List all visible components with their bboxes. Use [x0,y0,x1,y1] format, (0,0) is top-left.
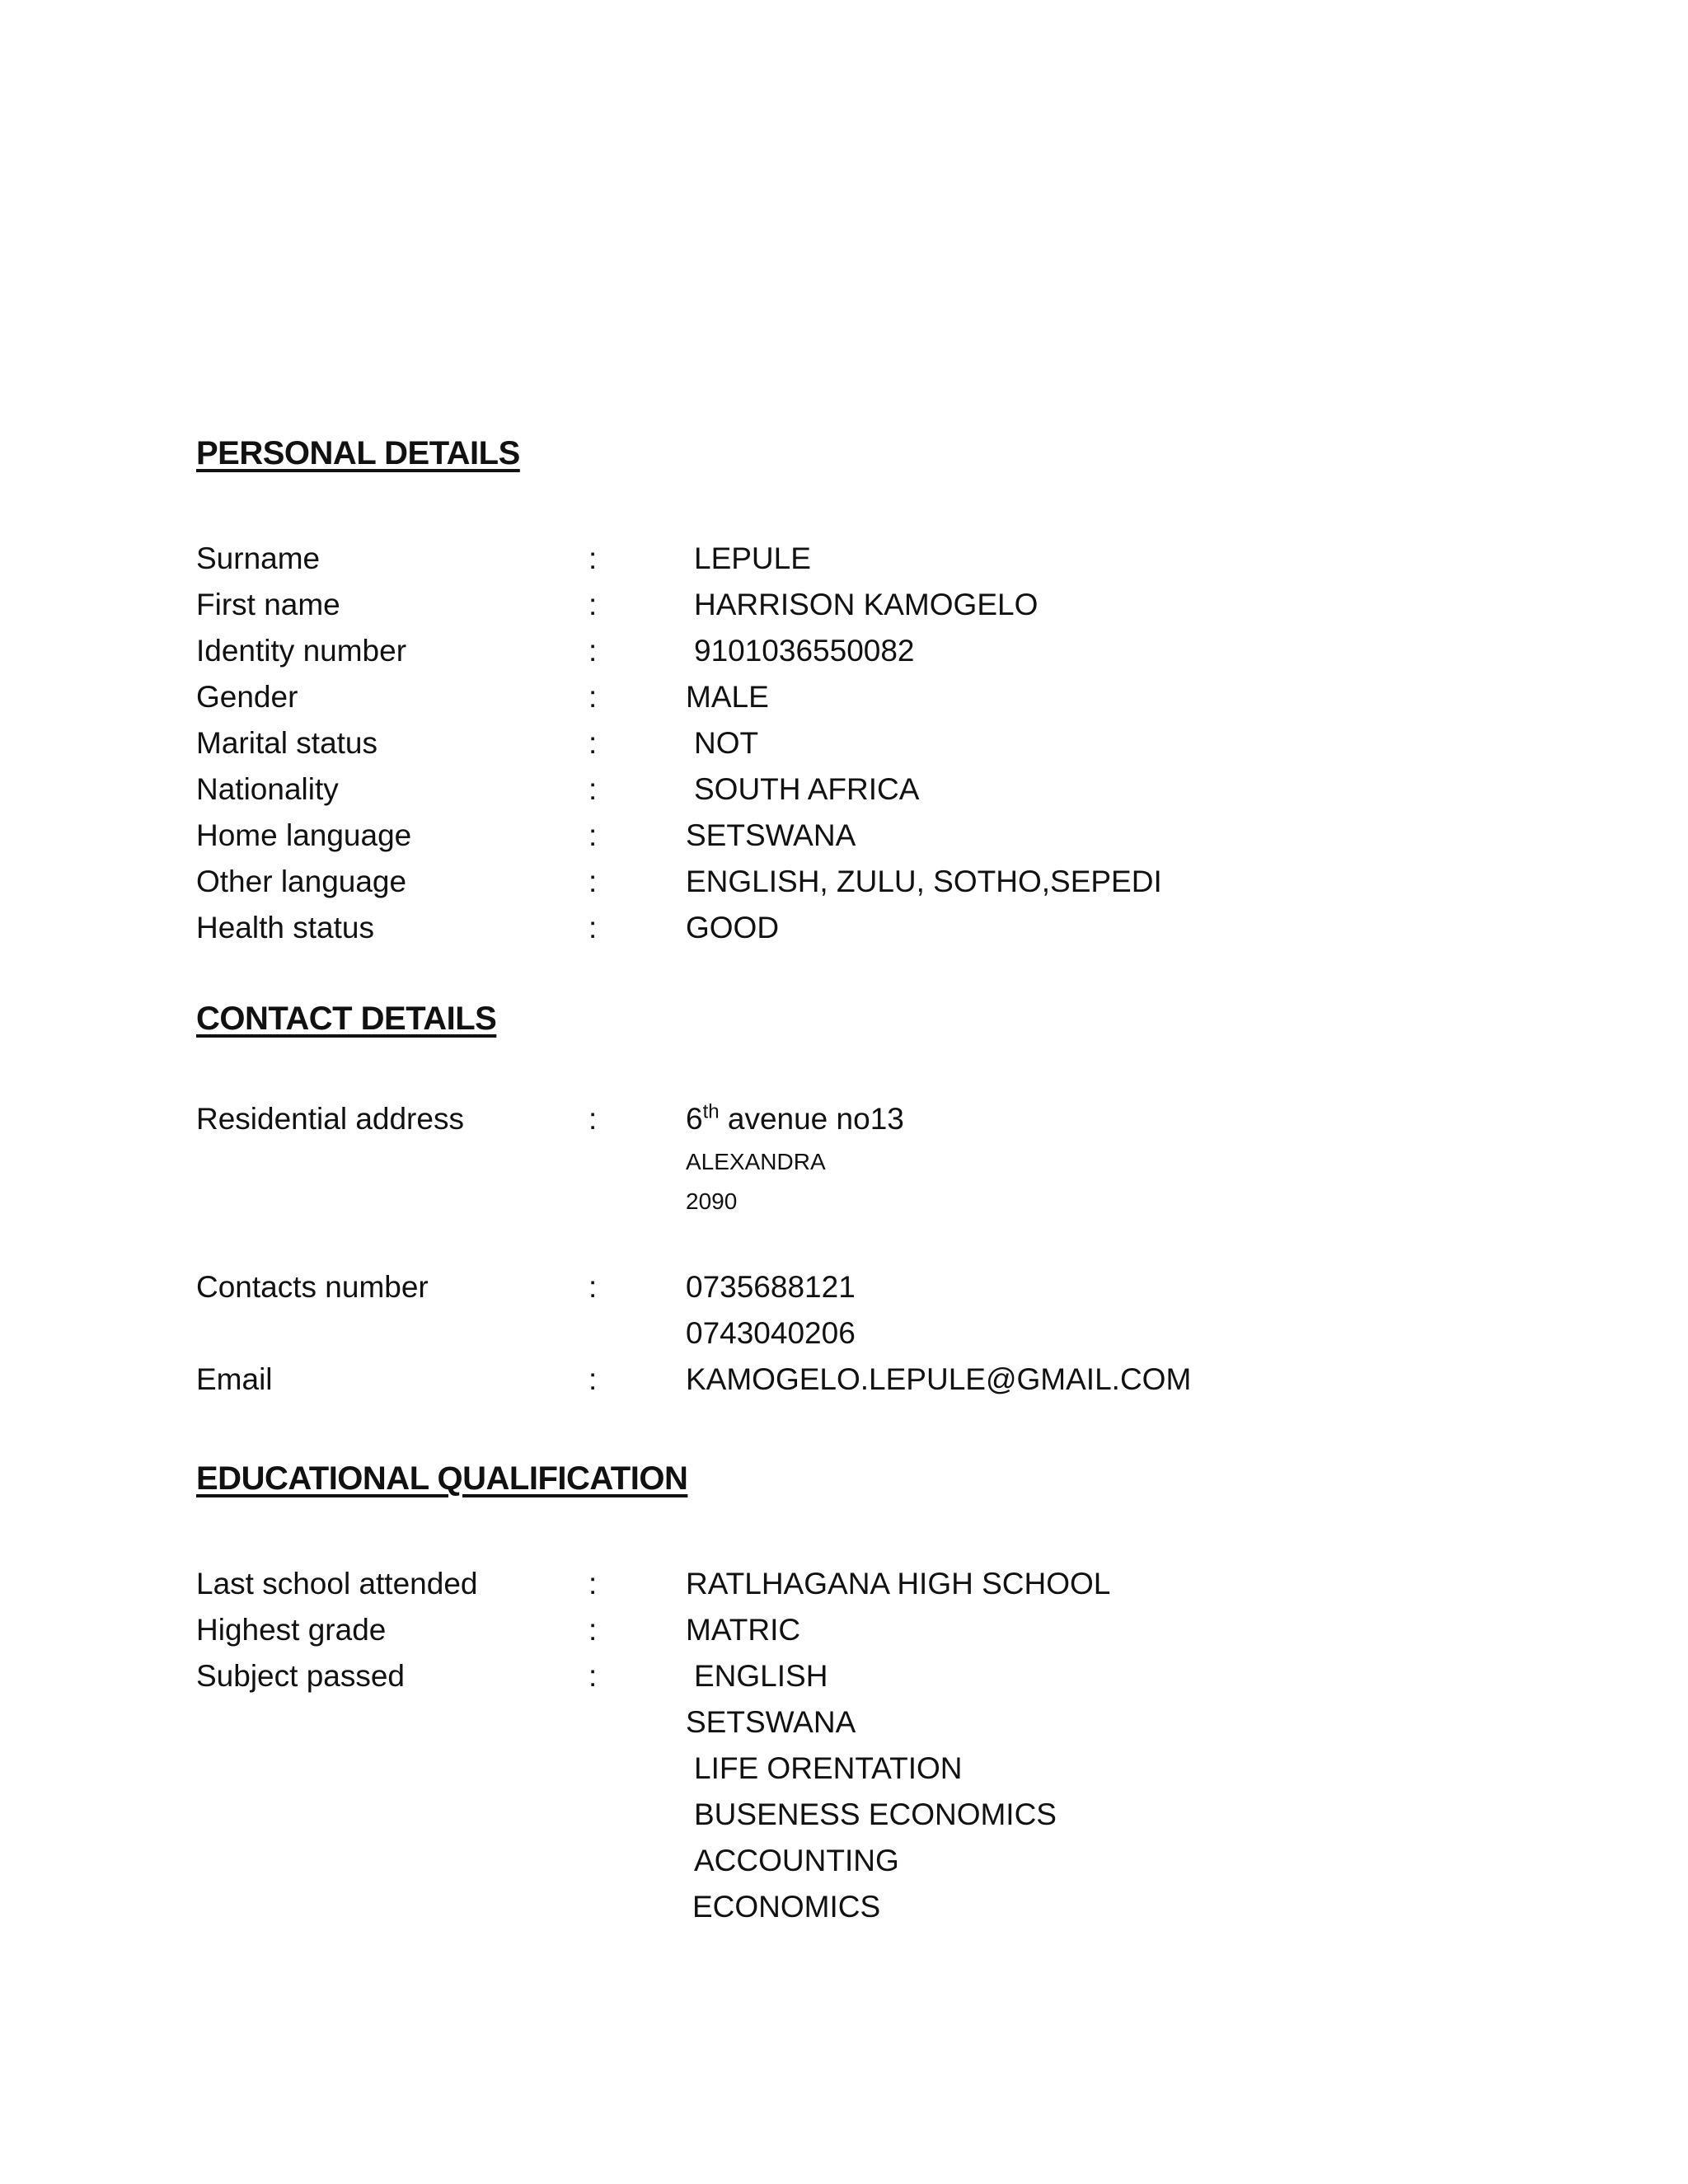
colon: : [588,726,598,760]
subject-passed-label: Subject passed [196,1659,406,1693]
subject-row [196,1841,1597,1881]
colon: : [588,1102,598,1136]
gender-row [196,677,1597,717]
address-postal-code: 2090 [686,1188,738,1214]
colon: : [588,634,598,668]
colon: : [588,1613,598,1647]
first-name-row [196,585,1597,625]
contact-details-heading: CONTACT DETAILS [196,1001,497,1037]
identity-number-row [196,631,1597,671]
residential-address-row [196,1099,1597,1139]
last-school-value: RATLHAGANA HIGH SCHOOL [686,1567,1111,1601]
last-school-label: Last school attended [196,1567,478,1601]
marital-status-label: Marital status [196,726,378,760]
highest-grade-label: Highest grade [196,1613,387,1647]
subject-item: BUSENESS ECONOMICS [694,1797,1057,1831]
email-row [196,1360,1597,1399]
home-language-label: Home language [196,818,412,852]
colon: : [588,772,598,806]
gender-value: MALE [686,680,769,714]
residential-address-label: Residential address [196,1102,464,1136]
phone-number-secondary: 0743040206 [686,1316,856,1350]
health-status-label: Health status [196,911,374,944]
home-language-row [196,816,1597,855]
identity-number-value: 9101036550082 [694,634,915,668]
subject-row [196,1795,1597,1835]
other-language-label: Other language [196,865,407,898]
last-school-row [196,1564,1597,1604]
colon: : [588,1270,598,1304]
address-suburb: ALEXANDRA [686,1149,826,1174]
contacts-number-row [196,1268,1597,1307]
address-number: 6 [686,1102,703,1136]
colon: : [588,541,598,575]
subject-item: LIFE ORENTATION [694,1751,963,1785]
highest-grade-row [196,1610,1597,1650]
surname-value: LEPULE [694,541,811,575]
address-street: avenue no13 [719,1102,904,1136]
health-status-value: GOOD [686,911,780,944]
first-name-value: HARRISON KAMOGELO [694,588,1039,621]
other-language-value: ENGLISH, ZULU, SOTHO,SEPEDI [686,865,1162,898]
marital-status-row [196,724,1597,763]
highest-grade-value: MATRIC [686,1613,801,1647]
colon: : [588,680,598,714]
colon: : [588,865,598,898]
subject-item: SETSWANA [686,1705,856,1739]
residential-address-value [686,1099,904,1139]
subject-row [196,1703,1597,1742]
surname-label: Surname [196,541,321,575]
health-status-row [196,908,1597,948]
subject-row [196,1749,1597,1788]
nationality-label: Nationality [196,772,339,806]
email-label: Email [196,1362,273,1396]
marital-status-value: NOT [694,726,759,760]
subject-item: ACCOUNTING [694,1844,899,1877]
other-language-row [196,862,1597,902]
colon: : [588,588,598,621]
personal-details-heading: PERSONAL DETAILS [196,435,520,471]
subject-item: ENGLISH [694,1659,828,1693]
home-language-value: SETSWANA [686,818,856,852]
contacts-number-row-2 [196,1314,1597,1353]
colon: : [588,1659,598,1693]
gender-label: Gender [196,680,298,714]
identity-number-label: Identity number [196,634,407,668]
contacts-number-label: Contacts number [196,1270,429,1304]
colon: : [588,818,598,852]
first-name-label: First name [196,588,340,621]
subject-row [196,1887,1597,1927]
colon: : [588,1567,598,1601]
nationality-value: SOUTH AFRICA [694,772,920,806]
email-value: KAMOGELO.LEPULE@GMAIL.COM [686,1362,1192,1396]
phone-number-primary: 0735688121 [686,1270,856,1304]
educational-qualification-heading: EDUCATIONAL QUALIFICATION [196,1460,688,1497]
address-ordinal-suffix: th [702,1100,720,1123]
colon: : [588,911,598,944]
surname-row [196,539,1597,579]
colon: : [588,1362,598,1396]
nationality-row [196,770,1597,809]
subject-item: ECONOMICS [692,1890,881,1924]
subject-passed-row [196,1657,1597,1696]
